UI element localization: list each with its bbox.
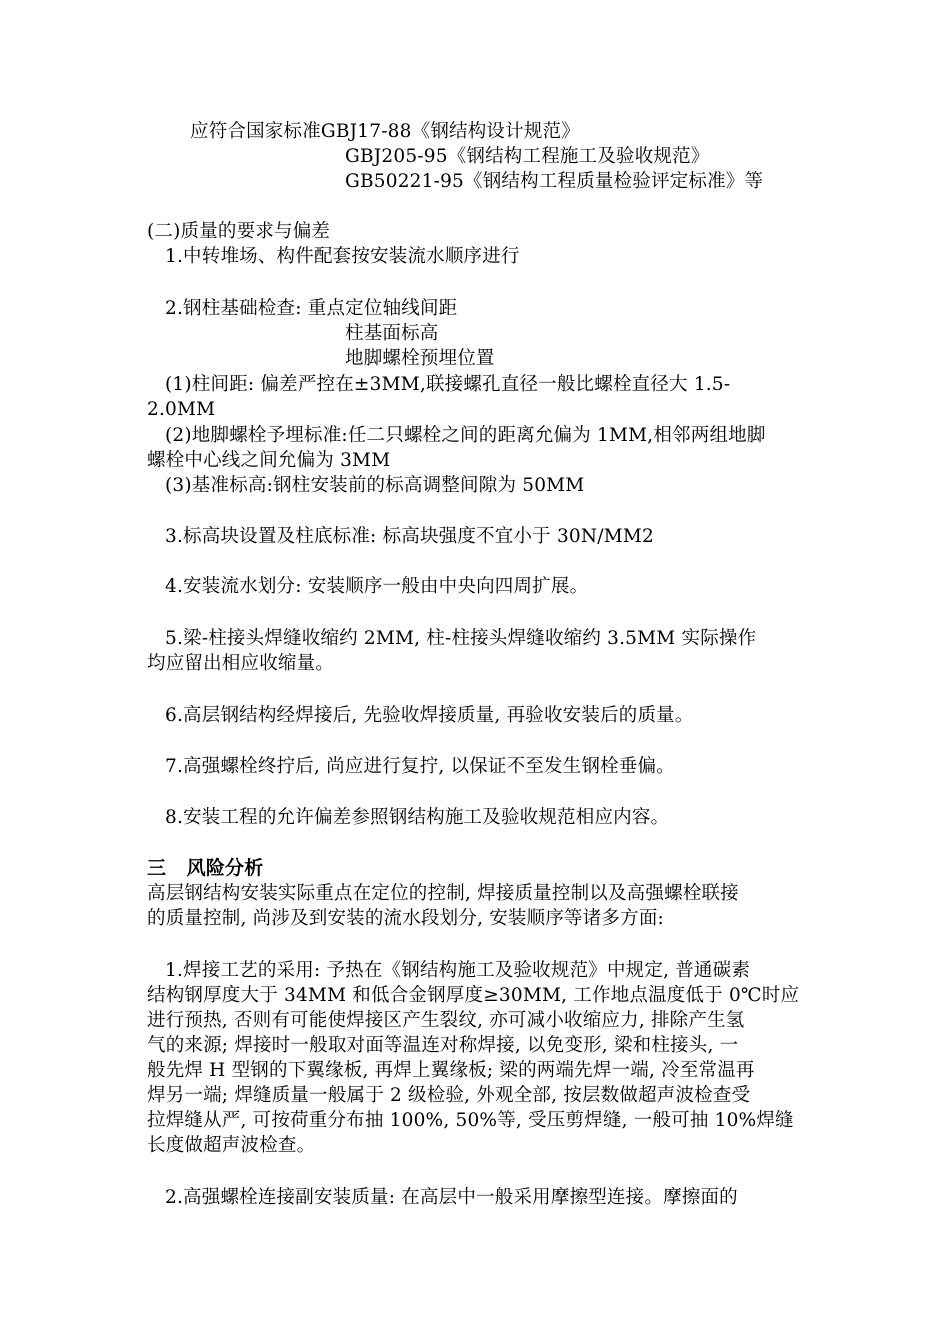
risk-p1-line-1: 1.焊接工艺的采用: 予热在《钢结构施工及验收规范》中规定, 普通碳素 (165, 960, 751, 981)
quality-item-7: 7.高强螺栓终拧后, 尚应进行复拧, 以保证不至发生钢栓垂偏。 (165, 756, 675, 777)
quality-item-3: 3.标高块设置及柱底标准: 标高块强度不宜小于 30N/MM2 (165, 526, 654, 547)
quality-sub-2-line-2: 螺栓中心线之间允偏为 3MM (147, 450, 391, 471)
risk-intro-line-2: 的质量控制, 尚涉及到安装的流水段划分, 安装顺序等诸多方面: (147, 908, 664, 929)
risk-p1-line-7: 拉焊缝从严, 可按荷重分布抽 100%, 50%等, 受压剪焊缝, 一般可抽 10%焊缝 (147, 1110, 794, 1131)
standard-line-1: 应符合国家标准GBJ17-88《钢结构设计规范》 (190, 121, 580, 142)
standard-line-2: GBJ205-95《钢结构工程施工及验收规范》 (345, 146, 710, 167)
quality-item-5-line-1: 5.梁-柱接头焊缝收缩约 2MM, 柱-柱接头焊缝收缩约 3.5MM 实际操作 (165, 628, 757, 649)
risk-p1-line-6: 焊另一端; 焊缝质量一般属于 2 级检验, 外观全部, 按层数做超声波检查受 (147, 1085, 751, 1106)
quality-sub-3: (3)基准标高:钢柱安装前的标高调整间隙为 50MM (165, 475, 585, 496)
risk-p1-line-8: 长度做超声波检查。 (147, 1135, 316, 1156)
risk-intro-line-1: 高层钢结构安装实际重点在定位的控制, 焊接质量控制以及高强螺栓联接 (147, 883, 739, 904)
risk-p2-line-1: 2.高强螺栓连接副安装质量: 在高层中一般采用摩擦型连接。摩擦面的 (165, 1187, 738, 1208)
quality-item-2-line-1: 2.钢柱基础检查: 重点定位轴线间距 (165, 298, 458, 319)
quality-item-8: 8.安装工程的允许偏差参照钢结构施工及验收规范相应内容。 (165, 807, 670, 828)
quality-item-1: 1.中转堆场、构件配套按安装流水顺序进行 (165, 246, 520, 267)
quality-sub-1-line-1: (1)柱间距: 偏差严控在±3MM,联接螺孔直径一般比螺栓直径大 1.5- (165, 374, 731, 395)
quality-sub-1-line-2: 2.0MM (147, 399, 216, 420)
risk-p1-line-4: 气的来源; 焊接时一般取对面等温连对称焊接, 以免变形, 梁和柱接头, 一 (147, 1035, 739, 1056)
quality-section-title: (二)质量的要求与偏差 (147, 221, 331, 242)
quality-item-4: 4.安装流水划分: 安装顺序一般由中央向四周扩展。 (165, 576, 589, 597)
risk-p1-line-3: 进行预热, 否则有可能使焊接区产生裂纹, 亦可减小收缩应力, 排除产生氢 (147, 1010, 745, 1031)
risk-p1-line-2: 结构钢厚度大于 34MM 和低合金钢厚度≥30MM, 工作地点温度低于 0℃时应 (147, 985, 800, 1006)
standard-line-3: GB50221-95《钢结构工程质量检验评定标准》等 (345, 171, 764, 192)
quality-item-2-line-3: 地脚螺栓预埋位置 (345, 348, 495, 369)
risk-p1-line-5: 般先焊 H 型钢的下翼缘板, 再焊上翼缘板; 梁的两端先焊一端, 冷至常温再 (147, 1060, 755, 1081)
quality-item-6: 6.高层钢结构经焊接后, 先验收焊接质量, 再验收安装后的质量。 (165, 705, 694, 726)
quality-item-5-line-2: 均应留出相应收缩量。 (147, 653, 335, 674)
risk-heading: 三 风险分析 (147, 857, 264, 879)
quality-item-2-line-2: 柱基面标高 (345, 323, 439, 344)
quality-sub-2-line-1: (2)地脚螺栓予埋标准:任二只螺栓之间的距离允偏为 1MM,相邻两组地脚 (165, 425, 766, 446)
